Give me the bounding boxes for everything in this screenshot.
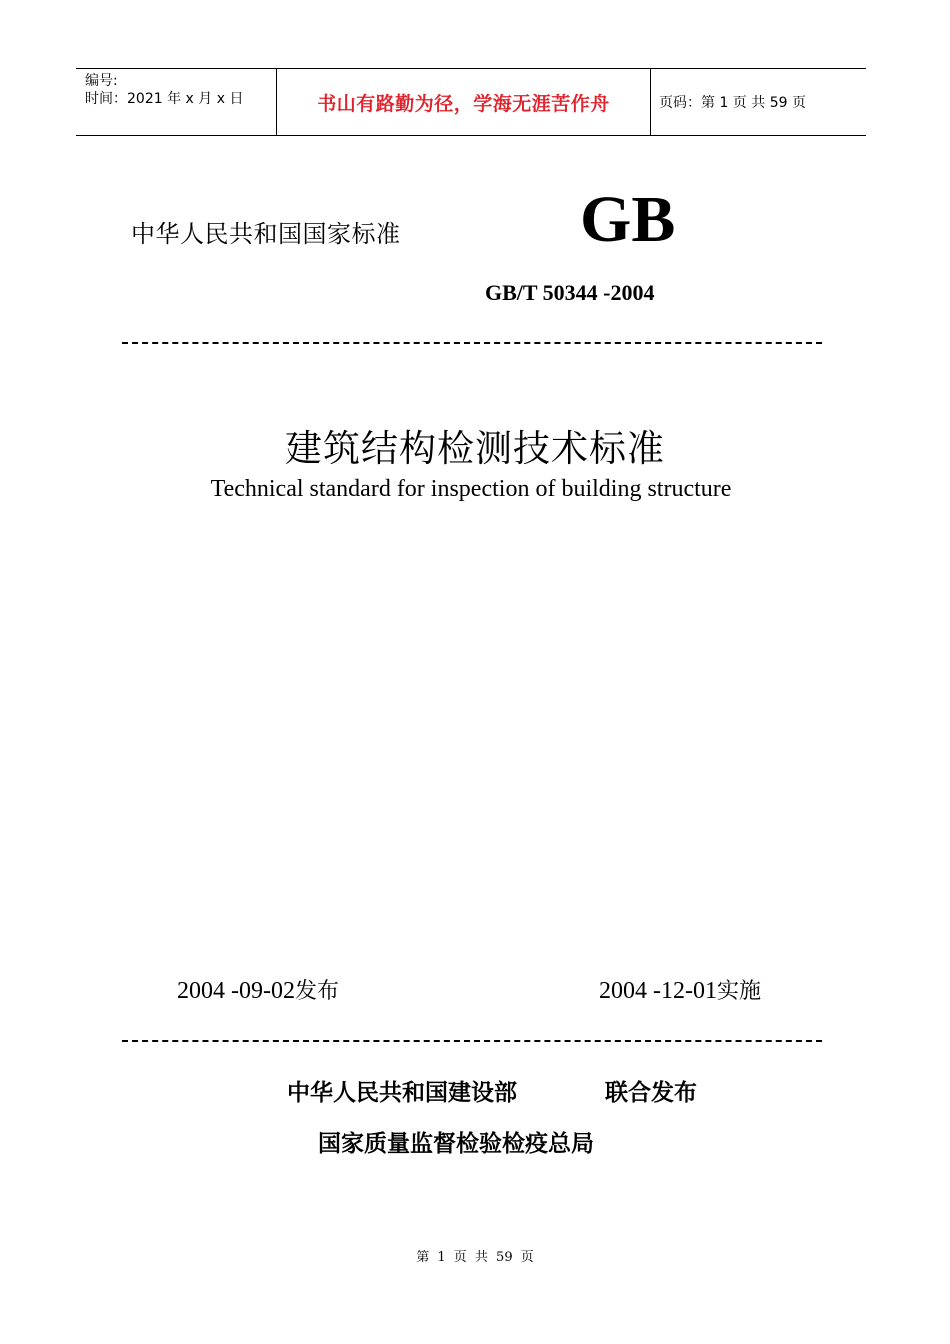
gb-logo: GB — [580, 183, 676, 256]
joint-release-label: 联合发布 — [605, 1080, 697, 1106]
release-date: 2004 -09-02 — [177, 978, 295, 1004]
footer-page-number: 第 1 页 共 59 页 — [416, 1250, 534, 1265]
standard-number: GB/T 50344 -2004 — [485, 280, 655, 305]
effective-date: 2004 -12-01 — [599, 978, 717, 1004]
document-header-table — [76, 68, 866, 136]
motto-text: 书山有路勤为径，学海无涯苦作舟 — [317, 92, 610, 115]
top-separator-line — [122, 342, 822, 344]
effective-date-block — [599, 974, 761, 1005]
serial-number-label: 编号: — [85, 73, 118, 89]
issuer-ministry: 中华人民共和国建设部 — [287, 1080, 517, 1106]
title-chinese: 建筑结构检测技术标准 — [285, 427, 665, 470]
bottom-separator-line — [122, 1040, 822, 1042]
header-page-cell — [651, 69, 866, 135]
header-motto-cell — [277, 69, 651, 135]
time-label: 时间：2021 年 x 月 x 日 — [85, 91, 244, 107]
effective-label: 实施 — [716, 979, 761, 1004]
national-standard-label: 中华人民共和国国家标准 — [131, 220, 401, 248]
header-meta-cell — [76, 69, 277, 135]
issuer-aqsiq: 国家质量监督检验检疫总局 — [318, 1131, 594, 1157]
release-date-block — [177, 974, 339, 1005]
page-info: 页码：第 1 页 共 59 页 — [659, 95, 806, 111]
title-english: Technical standard for inspection of building structure — [210, 476, 732, 502]
release-label: 发布 — [294, 979, 339, 1004]
